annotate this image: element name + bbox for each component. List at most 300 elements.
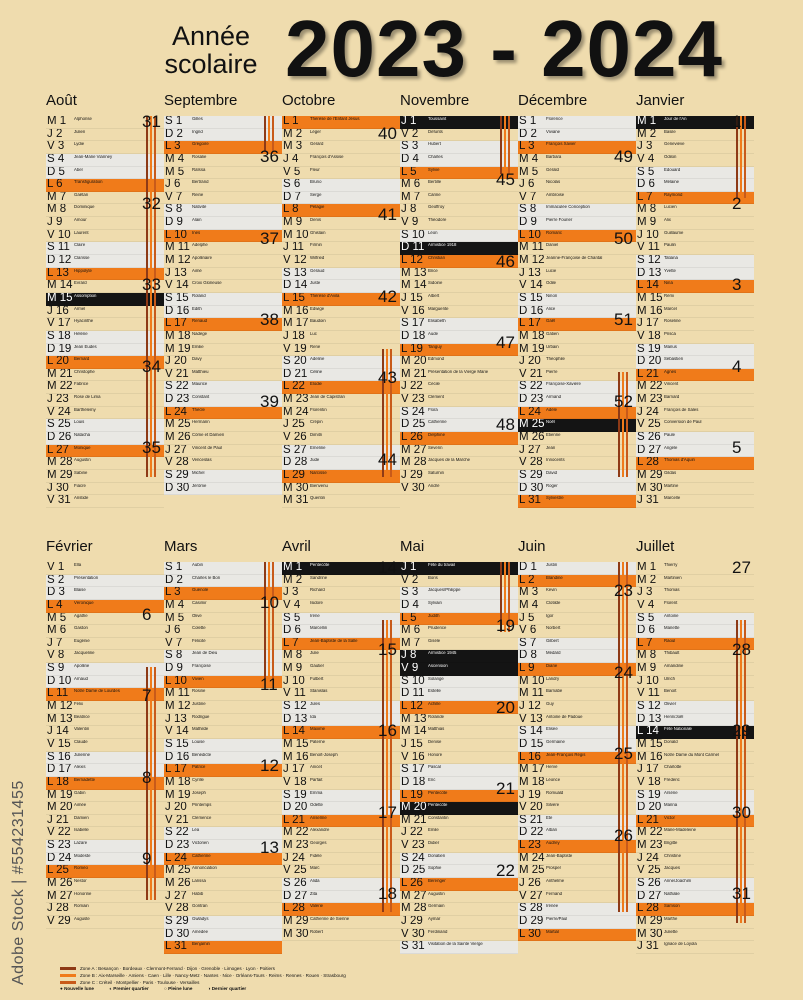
day-label: L 10 — [165, 229, 187, 241]
day-row — [636, 217, 754, 230]
day-row — [518, 916, 636, 929]
day-label: M 29 — [637, 469, 663, 481]
day-label: L 21 — [637, 814, 659, 826]
saint-name: Charlotte — [664, 765, 682, 770]
saint-name: Jean-François Régis — [546, 752, 586, 757]
day-label: M 24 — [283, 406, 309, 418]
day-row — [46, 650, 164, 663]
day-label: J 8 — [401, 204, 417, 216]
day-row — [282, 318, 400, 331]
saint-name: Constantin — [428, 815, 449, 820]
saint-name: Augustin — [74, 458, 91, 463]
saint-name: Christian — [428, 256, 445, 261]
saint-name: Patrice — [192, 765, 206, 770]
saint-name: Notre Dame de Lourdes — [74, 689, 120, 694]
day-row — [636, 457, 754, 470]
day-label: V 11 — [637, 242, 660, 254]
saint-name: Fiacre — [74, 483, 86, 488]
saint-name: Romuald — [546, 790, 564, 795]
day-label: J 29 — [401, 469, 423, 481]
saint-name: Alexis — [74, 765, 86, 770]
day-label: S 29 — [519, 469, 543, 481]
day-label: M 19 — [165, 343, 191, 355]
day-label: D 25 — [401, 419, 426, 431]
day-label: J 16 — [47, 305, 69, 317]
day-label: S 22 — [519, 381, 543, 393]
day-label: M 25 — [165, 419, 191, 431]
holiday-zone-bar — [268, 116, 270, 151]
day-row — [164, 726, 282, 739]
saint-name: Hubert — [428, 142, 441, 147]
day-label: V 21 — [165, 814, 189, 826]
week-number: 38 — [260, 310, 279, 330]
day-label: M 9 — [637, 217, 657, 229]
saint-name: Croix Glorieuse — [192, 281, 222, 286]
saint-name: Landry — [546, 676, 560, 681]
day-label: M 15 — [47, 292, 73, 304]
day-row — [164, 457, 282, 470]
saint-name: Raoul — [664, 638, 676, 643]
day-row — [636, 419, 754, 432]
day-row — [400, 638, 518, 651]
saint-name: Dimitri — [310, 433, 323, 438]
day-row — [636, 344, 754, 357]
saint-name: Bienvenu — [310, 483, 328, 488]
week-number: 31 — [142, 112, 161, 131]
day-label: J 20 — [519, 356, 541, 368]
saint-name: Alphonse — [74, 117, 92, 121]
saint-name: Théophile — [546, 357, 565, 362]
day-label: L 8 — [283, 204, 299, 216]
day-row — [282, 929, 400, 942]
day-label: J 10 — [637, 675, 659, 687]
day-row — [400, 432, 518, 445]
day-label: L 26 — [401, 432, 423, 444]
saint-name: Ulrich — [664, 676, 675, 681]
saint-name: Gérald — [546, 167, 559, 172]
saint-name: Juliette — [664, 929, 678, 934]
day-label: J 2 — [47, 128, 63, 140]
saint-name: Sylvestre — [546, 496, 564, 501]
saint-name: Achille — [428, 702, 441, 707]
day-row — [400, 356, 518, 369]
saint-name: Constant — [192, 395, 210, 400]
day-label: D 11 — [401, 242, 425, 254]
day-label: D 2 — [165, 128, 183, 140]
day-label: M 27 — [401, 890, 427, 902]
saint-name: Basile — [664, 129, 676, 134]
day-label: J 5 — [519, 612, 535, 624]
saint-name: Richard — [310, 588, 325, 593]
day-label: L 12 — [401, 701, 423, 713]
title-years: 2023 - 2024 — [285, 4, 724, 93]
holiday-zone-bar — [622, 372, 624, 477]
day-row — [400, 293, 518, 306]
saint-name: Marius — [664, 344, 677, 349]
saint-name: Fidèle — [310, 853, 322, 858]
zone-legend — [60, 965, 380, 986]
saint-name: Clément — [428, 395, 445, 400]
saint-name: François de Sales — [664, 407, 699, 412]
day-label: M 29 — [283, 915, 309, 927]
day-label: M 5 — [519, 166, 539, 178]
week-number: 34 — [142, 356, 161, 376]
saint-name: Louise — [192, 739, 205, 744]
day-label: D 23 — [165, 394, 190, 406]
zone-a-swatch — [60, 967, 76, 970]
saint-name: Narcisse — [310, 470, 327, 475]
day-label: L 3 — [165, 141, 181, 153]
month-name: Août — [46, 92, 77, 109]
day-label: D 20 — [637, 802, 662, 814]
holiday-zone-bar — [272, 562, 274, 679]
saint-name: Larissa — [192, 879, 206, 884]
day-label: S 9 — [47, 663, 65, 675]
day-label: M 9 — [283, 217, 303, 229]
day-label: D 27 — [283, 890, 308, 902]
saint-name: Mélaine — [664, 180, 680, 185]
saint-name: Urbain — [546, 344, 559, 349]
day-label: M 7 — [401, 637, 421, 649]
saint-name: Ascension — [428, 664, 448, 669]
day-label: J 24 — [283, 852, 305, 864]
saint-name: Emile — [428, 828, 439, 833]
day-row — [518, 268, 636, 281]
day-label: M 12 — [47, 701, 73, 713]
day-label: L 25 — [47, 865, 69, 877]
saint-name: Ghislain — [310, 230, 326, 235]
day-label: S 10 — [401, 229, 425, 241]
day-label: S 26 — [283, 878, 307, 890]
day-label: S 3 — [401, 141, 419, 153]
week-number: 4 — [732, 356, 742, 376]
saint-name: Sylvain — [428, 600, 442, 605]
day-label: M 1 — [283, 562, 303, 573]
day-label: D 7 — [283, 191, 301, 203]
saint-name: Monique — [74, 445, 91, 450]
holiday-zone-bar — [740, 620, 742, 923]
week-number: 45 — [496, 170, 515, 190]
saint-name: Brice — [428, 268, 438, 273]
day-label: D 30 — [165, 482, 190, 494]
day-label: D 14 — [283, 280, 308, 292]
day-label: V 4 — [637, 599, 655, 611]
day-row — [400, 445, 518, 458]
day-row — [518, 929, 636, 942]
day-row — [164, 470, 282, 483]
day-row — [400, 916, 518, 929]
saint-name: Arsène — [664, 790, 678, 795]
day-label: V 29 — [47, 915, 71, 927]
saint-name: Eugénie — [74, 638, 90, 643]
saint-name: Geoffroy — [428, 205, 445, 210]
day-row — [636, 255, 754, 268]
day-row — [164, 432, 282, 445]
holiday-zone-bar — [626, 372, 628, 477]
day-label: M 1 — [637, 562, 657, 573]
saint-name: Robert — [310, 929, 323, 934]
saint-name: Toussaint — [428, 117, 447, 121]
day-label: L 6 — [47, 179, 63, 191]
saint-name: Gilbert — [546, 638, 559, 643]
week-number: 30 — [732, 802, 751, 822]
day-label: L 15 — [283, 292, 305, 304]
saint-name: Bertille — [428, 180, 442, 185]
day-row — [282, 600, 400, 613]
saint-name: Ida — [310, 714, 316, 719]
day-label: L 10 — [165, 675, 187, 687]
day-label: L 13 — [47, 267, 69, 279]
day-label: M 21 — [47, 368, 73, 380]
saint-name: Thomas d'Aquin — [664, 458, 695, 463]
day-label: V 5 — [283, 166, 301, 178]
saint-name: Séverin — [428, 445, 443, 450]
day-label: S 15 — [165, 292, 189, 304]
saint-name: Jean Eudes — [74, 344, 97, 349]
day-label: S 24 — [401, 406, 425, 418]
day-label: M 8 — [283, 650, 303, 662]
day-label: V 12 — [283, 255, 307, 267]
day-label: J 17 — [637, 764, 659, 776]
saint-name: Pentecôte — [428, 790, 448, 795]
day-label: V 3 — [47, 141, 65, 153]
week-number: 46 — [496, 251, 515, 271]
saint-name: Léon — [428, 230, 438, 235]
day-label: M 14 — [47, 280, 73, 292]
day-label: V 18 — [637, 330, 661, 342]
day-row — [518, 179, 636, 192]
saint-name: Benoît-Joseph — [310, 752, 338, 757]
saint-name: Gabin — [74, 790, 86, 795]
legend-zone-a — [60, 965, 380, 972]
saint-name: Alexandre — [310, 828, 330, 833]
saint-name: Nina — [664, 281, 673, 286]
saint-name: Lucie — [546, 268, 557, 273]
day-label: S 14 — [519, 726, 543, 738]
saint-name: Germain — [428, 904, 445, 909]
day-row — [164, 929, 282, 942]
saint-name: Florentin — [310, 407, 327, 412]
day-label: L 24 — [519, 406, 541, 418]
saint-name: Donatien — [428, 853, 446, 858]
saint-name: Jean-Baptiste de la Salle — [310, 638, 358, 643]
saint-name: Romain — [74, 904, 89, 909]
holiday-zone-bar — [146, 116, 148, 477]
saint-name: Edwige — [310, 306, 325, 311]
day-label: S 5 — [283, 612, 301, 624]
saint-name: Edouard — [664, 167, 681, 172]
day-label: M 21 — [401, 368, 427, 380]
day-label: M 22 — [637, 381, 663, 393]
day-label: S 19 — [637, 343, 661, 355]
saint-name: Agathe — [74, 613, 88, 618]
day-label: S 17 — [401, 764, 425, 776]
day-label: S 29 — [165, 915, 189, 927]
day-row — [400, 903, 518, 916]
saint-name: Blandine — [546, 575, 563, 580]
saint-name: Colette — [192, 626, 206, 631]
day-row — [282, 242, 400, 255]
day-label: V 9 — [401, 663, 419, 675]
saint-name: Léonce — [546, 777, 561, 782]
day-row — [518, 293, 636, 306]
day-label: V 15 — [47, 738, 71, 750]
holiday-zone-bar — [626, 562, 628, 912]
saint-name: Armistice 1918 — [428, 243, 457, 248]
day-label: D 29 — [519, 915, 544, 927]
saint-name: Dominique — [74, 205, 95, 210]
day-label: L 17 — [519, 318, 541, 330]
day-label: J 28 — [47, 903, 69, 915]
day-row — [400, 941, 518, 954]
saint-name: Georges — [310, 841, 327, 846]
day-label: J 1 — [401, 562, 417, 573]
saint-name: Sabine — [74, 470, 88, 475]
saint-name: Rodrigue — [192, 714, 210, 719]
day-label: V 7 — [165, 637, 183, 649]
day-label: L 9 — [519, 663, 535, 675]
day-label: S 5 — [637, 612, 655, 624]
day-label: M 16 — [637, 751, 663, 763]
day-label: M 3 — [519, 587, 539, 599]
day-label: V 28 — [519, 457, 543, 469]
day-label: J 12 — [519, 701, 541, 713]
day-row — [164, 331, 282, 344]
saint-name: Jean de Capistran — [310, 395, 345, 400]
saint-name: Jour de l'An — [664, 117, 687, 121]
saint-name: Edith — [192, 306, 202, 311]
day-label: J 22 — [401, 381, 423, 393]
day-label: M 3 — [283, 141, 303, 153]
saint-name: Clarisse — [74, 256, 90, 261]
day-label: L 19 — [401, 789, 423, 801]
day-label: L 17 — [165, 764, 187, 776]
day-label: V 19 — [283, 343, 307, 355]
day-label: D 9 — [165, 217, 183, 229]
saint-name: Albert — [428, 293, 440, 298]
saint-name: Igor — [546, 613, 554, 618]
day-label: S 4 — [47, 153, 65, 165]
day-row — [164, 419, 282, 432]
day-row — [400, 752, 518, 765]
week-number: 33 — [142, 275, 161, 295]
saint-name: Gaston — [74, 626, 88, 631]
day-label: M 12 — [165, 255, 191, 267]
holiday-zone-bar — [500, 116, 502, 174]
saint-name: Raïssa — [192, 167, 206, 172]
day-label: D 23 — [165, 840, 190, 852]
day-label: J 22 — [401, 827, 423, 839]
day-label: J 31 — [637, 941, 659, 953]
saint-name: Présentation de la Vierge Marie — [428, 369, 489, 374]
saint-name: Amédée — [192, 929, 209, 934]
saint-name: Jude — [310, 458, 320, 463]
day-label: D 16 — [165, 305, 190, 317]
day-label: M 8 — [637, 650, 657, 662]
saint-name: Anne/Joachim — [664, 879, 692, 884]
day-label: M 20 — [401, 802, 427, 814]
day-row — [282, 268, 400, 281]
saint-name: Diane — [546, 664, 558, 669]
day-label: M 22 — [283, 827, 309, 839]
day-row — [636, 407, 754, 420]
day-row — [636, 293, 754, 306]
day-row — [164, 255, 282, 268]
day-label: V 21 — [165, 368, 189, 380]
saint-name: Théodore — [428, 218, 447, 223]
day-row — [636, 331, 754, 344]
saint-name: Jean de Dieu — [192, 651, 218, 656]
day-label: V 8 — [47, 650, 65, 662]
day-label: S 12 — [637, 701, 661, 713]
saint-name: Apollinaire — [192, 256, 213, 261]
day-row — [400, 204, 518, 217]
day-label: V 23 — [401, 840, 425, 852]
saint-name: Vivien — [192, 676, 204, 681]
saint-name: Irène — [310, 613, 320, 618]
week-number: 36 — [260, 146, 279, 166]
saint-name: Visitation de la Sainte Vierge — [428, 942, 483, 947]
day-row — [518, 116, 636, 129]
day-label: M 22 — [47, 381, 73, 393]
day-row — [400, 878, 518, 891]
saint-name: Prisca — [664, 331, 676, 336]
saint-name: Davy — [192, 357, 202, 362]
saint-name: Amour — [74, 218, 87, 223]
saint-name: Défunts — [428, 129, 443, 134]
day-label: M 22 — [637, 827, 663, 839]
day-label: D 11 — [401, 688, 425, 700]
day-row — [636, 941, 754, 954]
day-label: V 25 — [637, 865, 661, 877]
day-label: M 27 — [401, 444, 427, 456]
saint-name: Présentation — [74, 575, 99, 580]
day-label: L 23 — [519, 840, 541, 852]
saint-name: Thècle — [192, 407, 205, 412]
day-row — [518, 167, 636, 180]
day-label: J 6 — [165, 625, 181, 637]
holiday-zone-bar — [618, 372, 620, 477]
day-label: D 6 — [637, 625, 655, 637]
holiday-zone-bar — [618, 562, 620, 912]
day-label: S 11 — [47, 242, 70, 254]
day-label: J 20 — [165, 356, 187, 368]
day-label: S 8 — [519, 204, 537, 216]
saint-name: Cyrille — [192, 777, 204, 782]
day-row — [46, 495, 164, 508]
saint-name: Christine — [664, 853, 681, 858]
holiday-zone-bar — [504, 116, 506, 174]
day-label: L 31 — [165, 941, 187, 953]
day-label: S 28 — [519, 903, 543, 915]
saint-name: Boris — [428, 575, 438, 580]
day-label: S 3 — [401, 587, 419, 599]
day-label: M 13 — [401, 267, 427, 279]
day-row — [282, 192, 400, 205]
saint-name: Parfait — [310, 777, 323, 782]
saint-name: Thibault — [664, 651, 680, 656]
saint-name: Delphine — [428, 433, 445, 438]
day-label: S 6 — [283, 179, 301, 191]
day-row — [46, 562, 164, 575]
saint-name: Noël — [546, 420, 555, 425]
day-label: L 27 — [47, 444, 69, 456]
saint-name: Marcel — [664, 306, 677, 311]
day-row — [400, 306, 518, 319]
saint-name: Alix — [664, 218, 671, 223]
day-label: M 7 — [47, 191, 67, 203]
day-label: V 26 — [283, 432, 307, 444]
